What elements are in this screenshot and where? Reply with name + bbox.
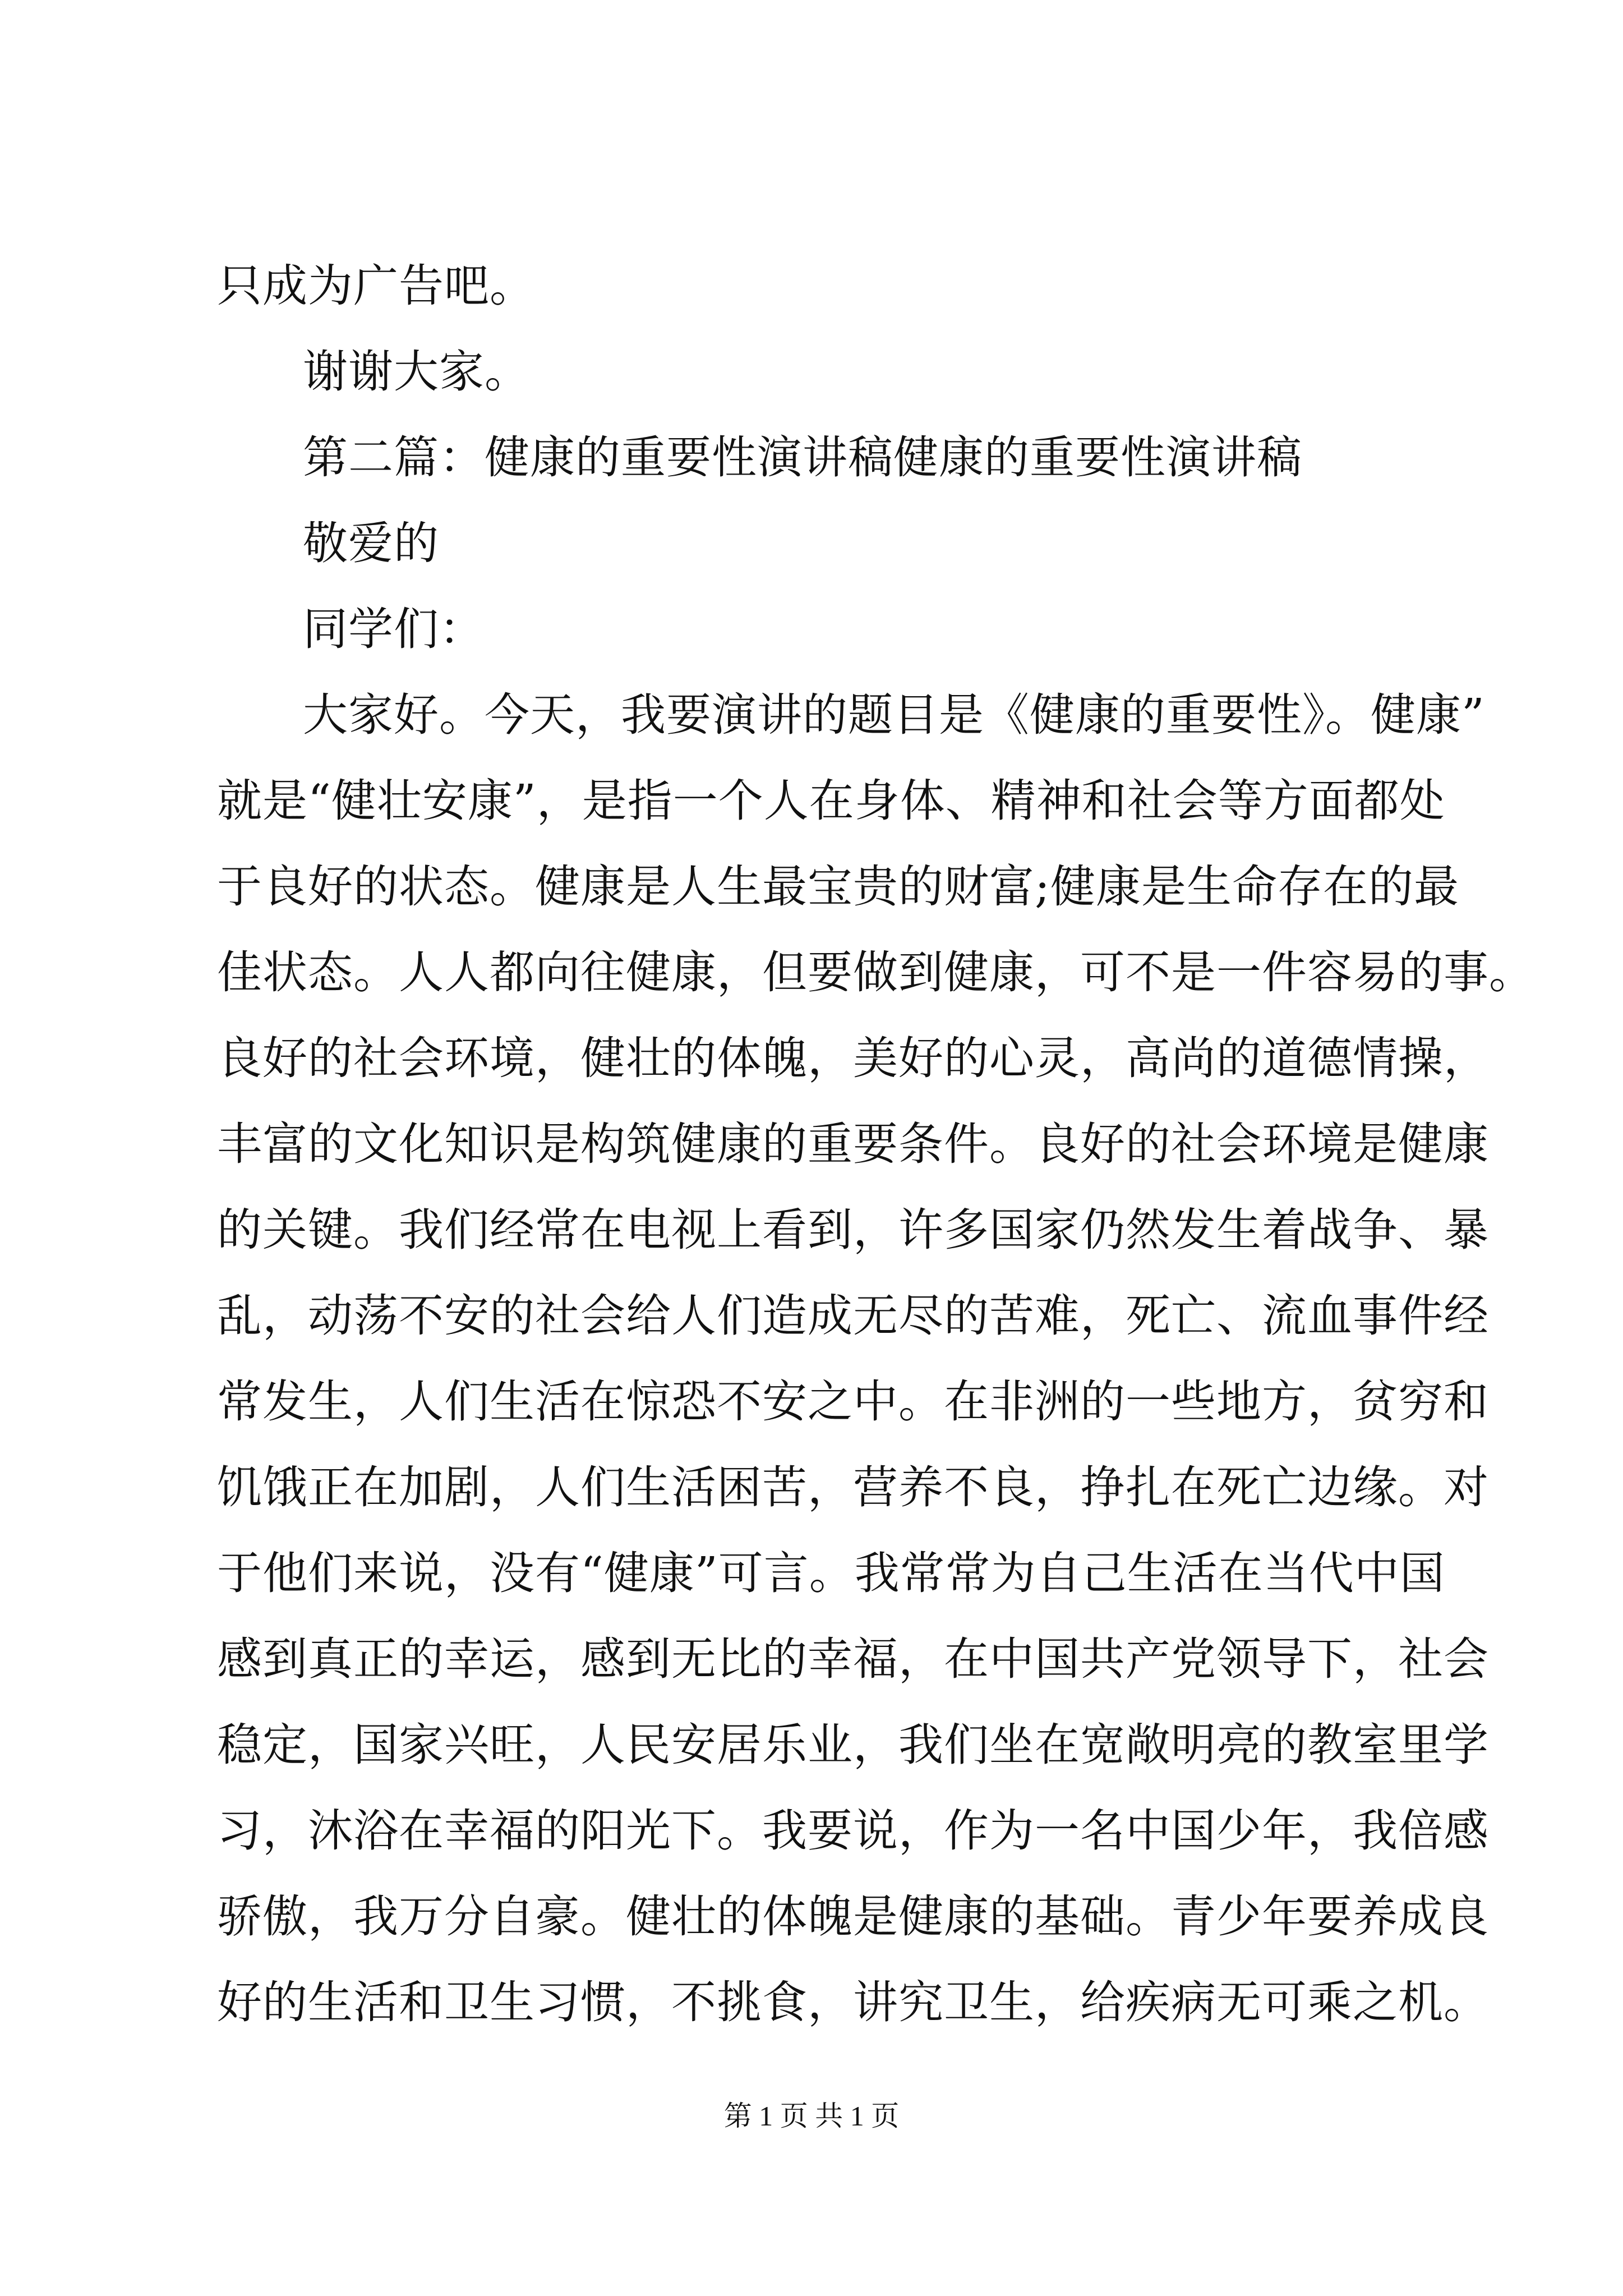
text-line: 良好的社会环境，健壮的体魄，美好的心灵，高尚的道德情操，: [217, 1032, 1489, 1084]
text-line: 大家好。今天，我要演讲的题目是《健康的重要性》。健康”: [303, 689, 1485, 741]
text-line: 的关键。我们经常在电视上看到，许多国家仍然发生着战争、暴: [217, 1204, 1489, 1256]
text-line: 常发生，人们生活在惊恐不安之中。在非洲的一些地方，贫穷和: [217, 1375, 1489, 1428]
text-line: 感到真正的幸运，感到无比的幸福，在中国共产党领导下，社会: [217, 1633, 1489, 1685]
text-line: 饥饿正在加剧，人们生活困苦，营养不良，挣扎在死亡边缘。对: [217, 1461, 1489, 1513]
salutation-line: 敬爱的: [303, 517, 439, 569]
page-number-footer: 第 1 页 共 1 页: [723, 2100, 900, 2132]
text-line: 就是“健壮安康”，是指一个人在身体、精神和社会等方面都处: [217, 775, 1445, 827]
text-line: 骄傲，我万分自豪。健壮的体魄是健康的基础。青少年要养成良: [217, 1890, 1489, 1943]
text-line: 丰富的文化知识是构筑健康的重要条件。良好的社会环境是健康: [217, 1118, 1489, 1170]
text-line: 好的生活和卫生习惯，不挑食，讲究卫生，给疾病无可乘之机。: [217, 1976, 1489, 2028]
text-line: 稳定，国家兴旺，人民安居乐业，我们坐在宽敞明亮的教室里学: [217, 1719, 1489, 1771]
salutation-line: 同学们：: [303, 603, 485, 655]
text-line: 只成为广告吧。: [217, 260, 535, 312]
text-line: 习，沐浴在幸福的阳光下。我要说，作为一名中国少年，我倍感: [217, 1805, 1489, 1857]
text-line: 于良好的状态。健康是人生最宝贵的财富;健康是生命存在的最: [217, 861, 1459, 913]
text-line: 乱，动荡不安的社会给人们造成无尽的苦难，死亡、流血事件经: [217, 1290, 1489, 1342]
text-line: 谢谢大家。: [303, 346, 530, 398]
text-line: 于他们来说，没有“健康”可言。我常常为自己生活在当代中国: [217, 1547, 1445, 1599]
text-line: 佳状态。人人都向往健康，但要做到健康，可不是一件容易的事。: [217, 946, 1534, 999]
section-heading: 第二篇：健康的重要性演讲稿健康的重要性演讲稿: [303, 431, 1302, 484]
